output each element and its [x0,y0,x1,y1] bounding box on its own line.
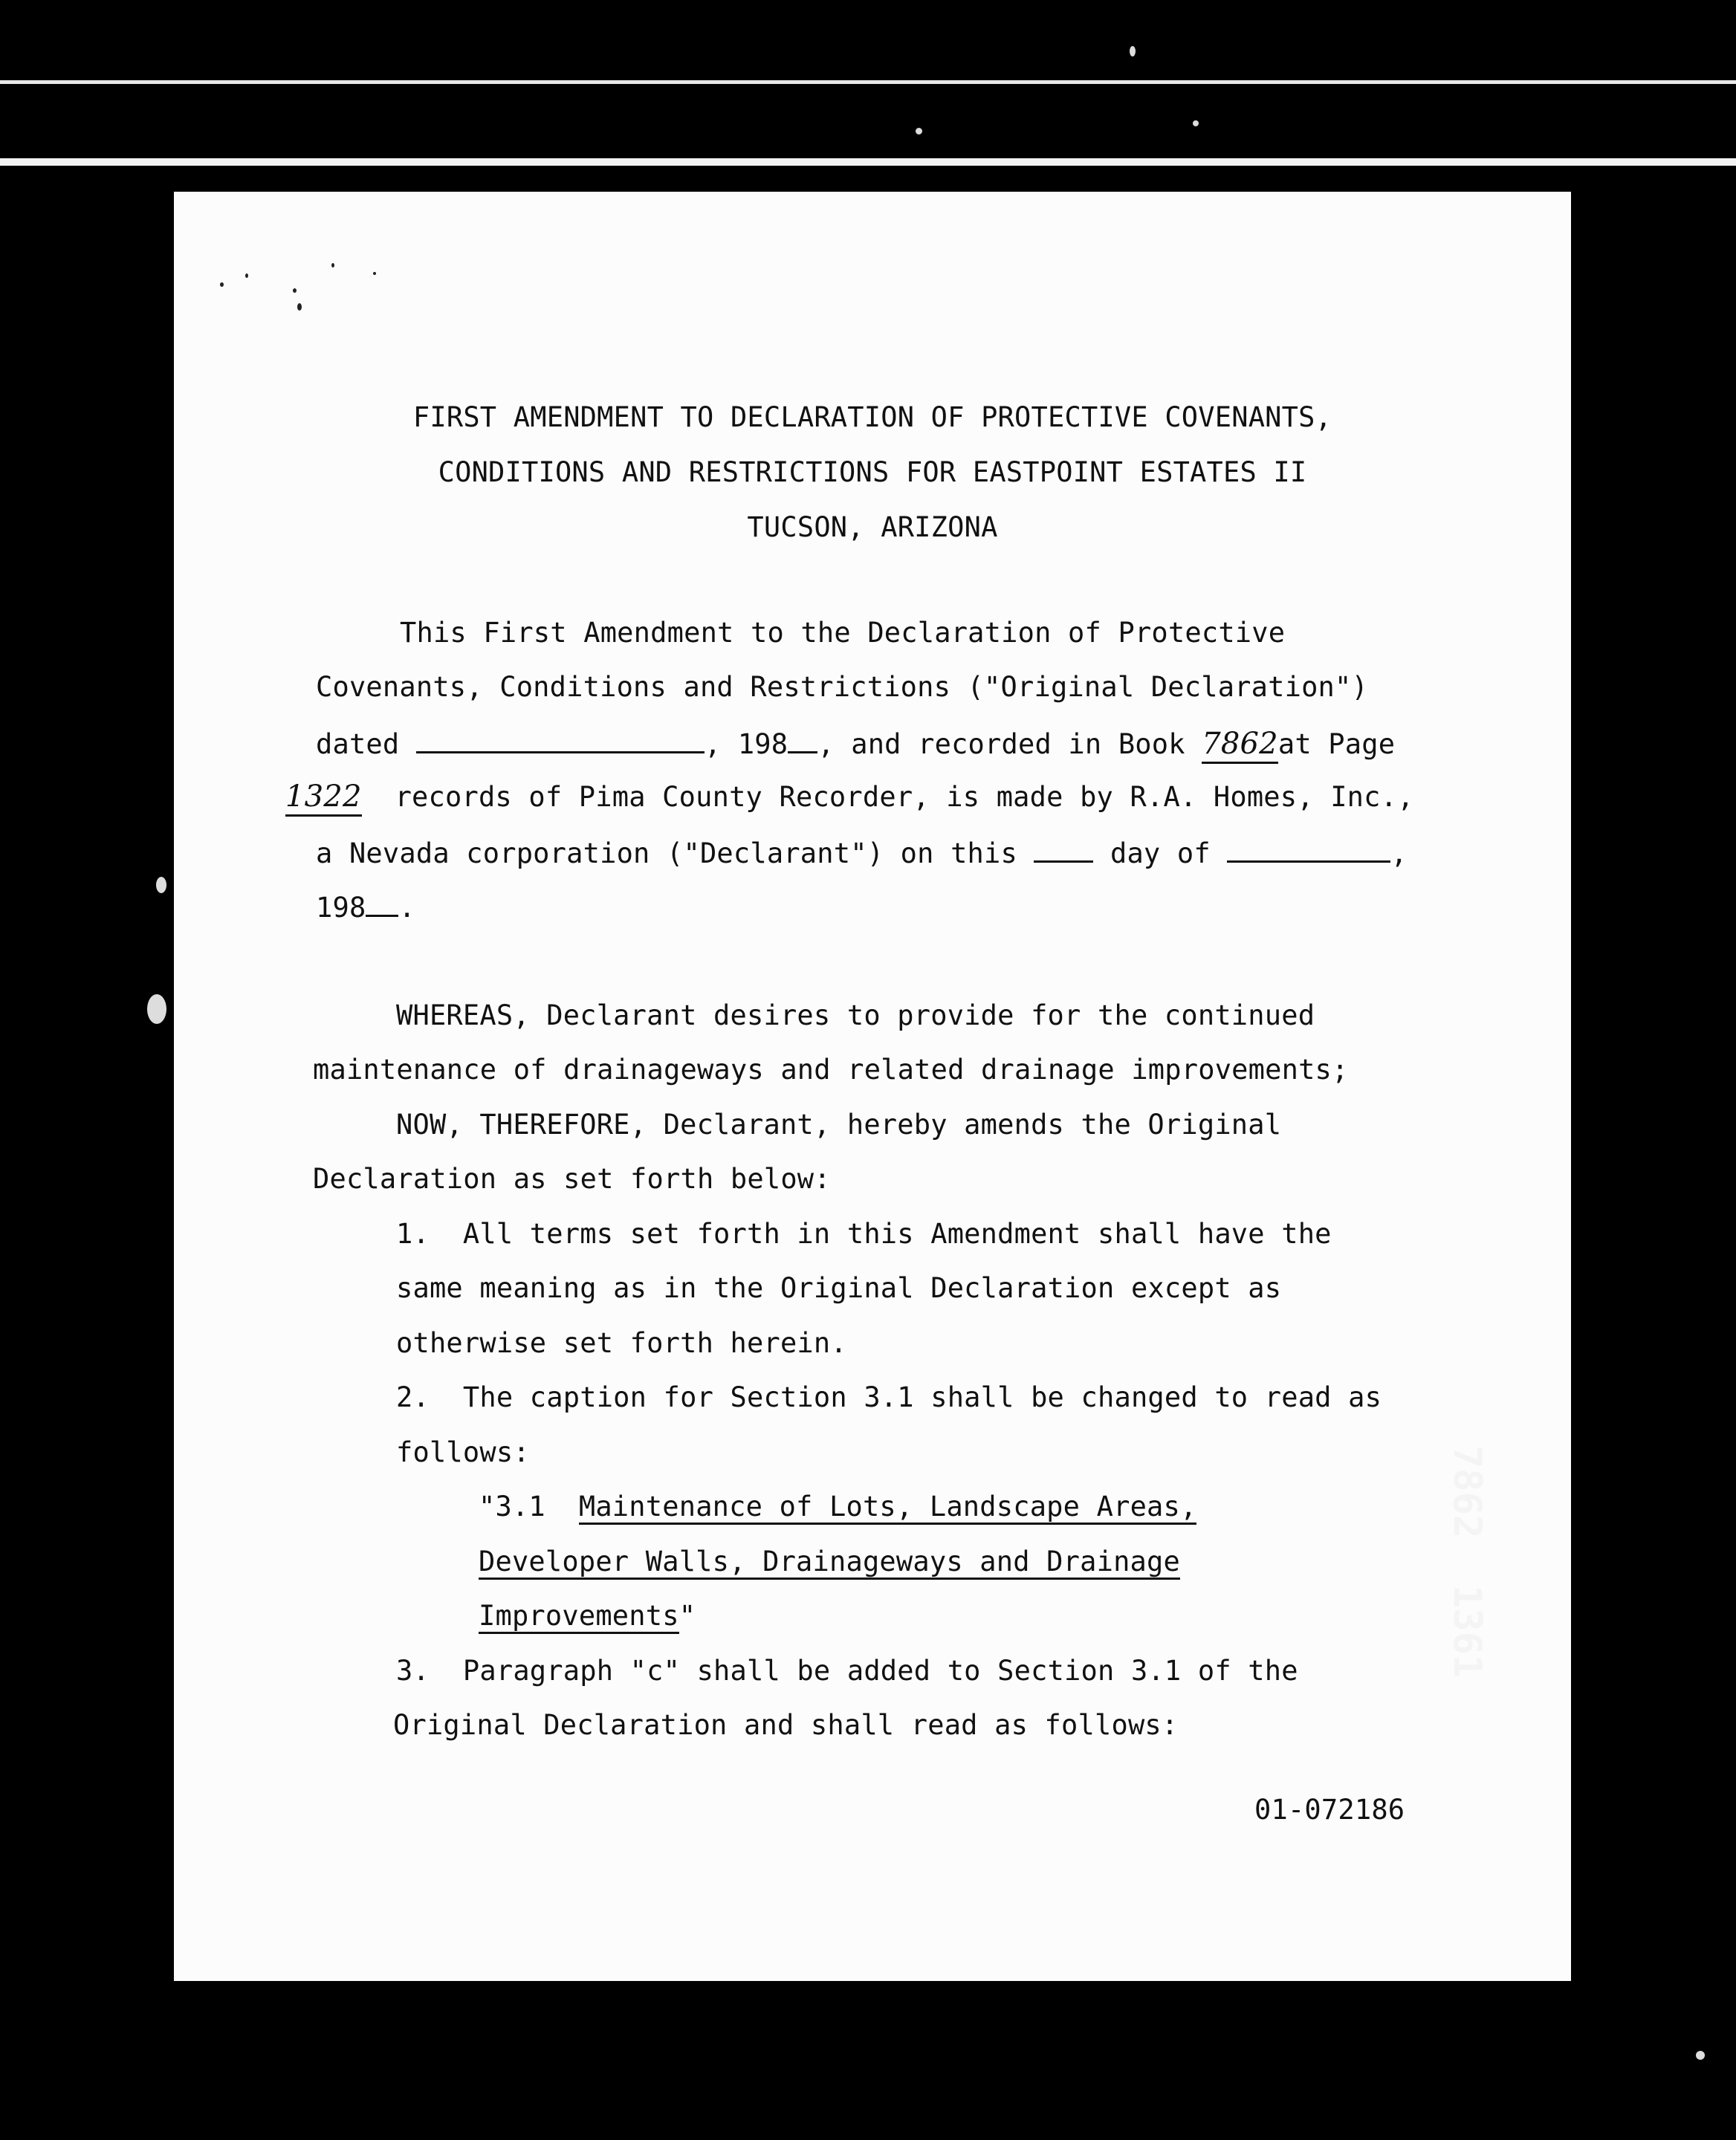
month-blank [1227,834,1390,863]
stamp-book-number: 7862 [1445,1445,1489,1539]
scan-speck [916,128,922,134]
document-title-location: TUCSON, ARIZONA [747,511,998,543]
item-2-line: 2. The caption for Section 3.1 shall be changed to read as [396,1381,1382,1413]
recording-stamp [1445,1445,1492,1705]
section-caption-line [479,1544,1180,1580]
now-therefore-line: NOW, THEREFORE, Declarant, hereby amends the Original [396,1109,1282,1141]
whereas-line: WHEREAS, Declarant desires to provide for the continued [396,999,1315,1031]
item-2-line: follows: [396,1436,530,1468]
intro-text: , 198 [704,728,788,760]
section-number: "3.1 [479,1491,545,1523]
section-caption-text: Developer Walls, Drainageways and Drainage [479,1546,1180,1580]
intro-text: day of [1110,837,1211,869]
stamp-page-number: 1361 [1445,1585,1489,1679]
page-speck [297,303,302,311]
document-title-line: CONDITIONS AND RESTRICTIONS FOR EASTPOINT ESTATES II [438,456,1307,488]
scan-edge-line [0,158,1736,166]
scan-speck [1696,2051,1705,2060]
intro-line-recording [316,724,1395,764]
document-page [174,192,1571,1981]
year-blank [366,888,398,917]
page-speck [220,282,224,287]
section-caption-line [479,1489,1196,1525]
document-number: 01-072186 [1254,1794,1405,1826]
intro-text: . [398,892,415,924]
intro-text: , [1390,837,1408,869]
section-caption-text: Improvements [479,1600,679,1634]
intro-line-day [316,834,1408,872]
intro-text: 198 [316,892,366,924]
page-speck [331,263,334,268]
section-caption-close-quote: " [678,1600,696,1632]
intro-text: records of Pima County Recorder, is made by R.A. Homes, Inc., [395,781,1414,813]
page-speck [293,288,297,293]
page-speck [245,273,248,278]
intro-line: This First Amendment to the Declaration of Protective [400,617,1286,649]
item-1-line: otherwise set forth herein. [396,1327,847,1359]
section-caption-text: Maintenance of Lots, Landscape Areas, [579,1491,1197,1525]
intro-line-year [316,888,415,926]
intro-text: a Nevada corporation ("Declarant") on this [316,837,1017,869]
day-blank [1034,834,1093,863]
now-therefore-line: Declaration as set forth below: [313,1163,831,1195]
scan-speck [156,877,166,893]
intro-line-page [285,779,1414,817]
item-1-line: same meaning as in the Original Declaration except as [396,1272,1282,1304]
handwritten-book-number: 7862 [1202,726,1278,764]
intro-text: dated [316,728,400,760]
year-blank [788,724,817,753]
whereas-line: maintenance of drainageways and related drainage improvements; [313,1054,1349,1086]
handwritten-page-number: 1322 [285,779,362,817]
intro-line: Covenants, Conditions and Restrictions ("Original Declaration") [316,671,1368,703]
intro-text: , and recorded in Book [817,728,1185,760]
intro-text: at Page [1277,728,1396,760]
document-title-line: FIRST AMENDMENT TO DECLARATION OF PROTECTIVE COVENANTS, [412,401,1332,433]
item-3-line: 3. Paragraph "c" shall be added to Section 3.1 of the [396,1655,1298,1687]
scan-speck [1193,120,1199,126]
scan-speck [147,994,166,1024]
section-caption-line [479,1598,696,1634]
item-3-line: Original Declaration and shall read as follows: [393,1709,1179,1741]
page-speck [373,272,376,275]
scan-edge-line [0,80,1736,84]
date-blank [416,724,705,753]
scan-speck [1130,46,1136,56]
item-1-line: 1. All terms set forth in this Amendment shall have the [396,1218,1332,1250]
